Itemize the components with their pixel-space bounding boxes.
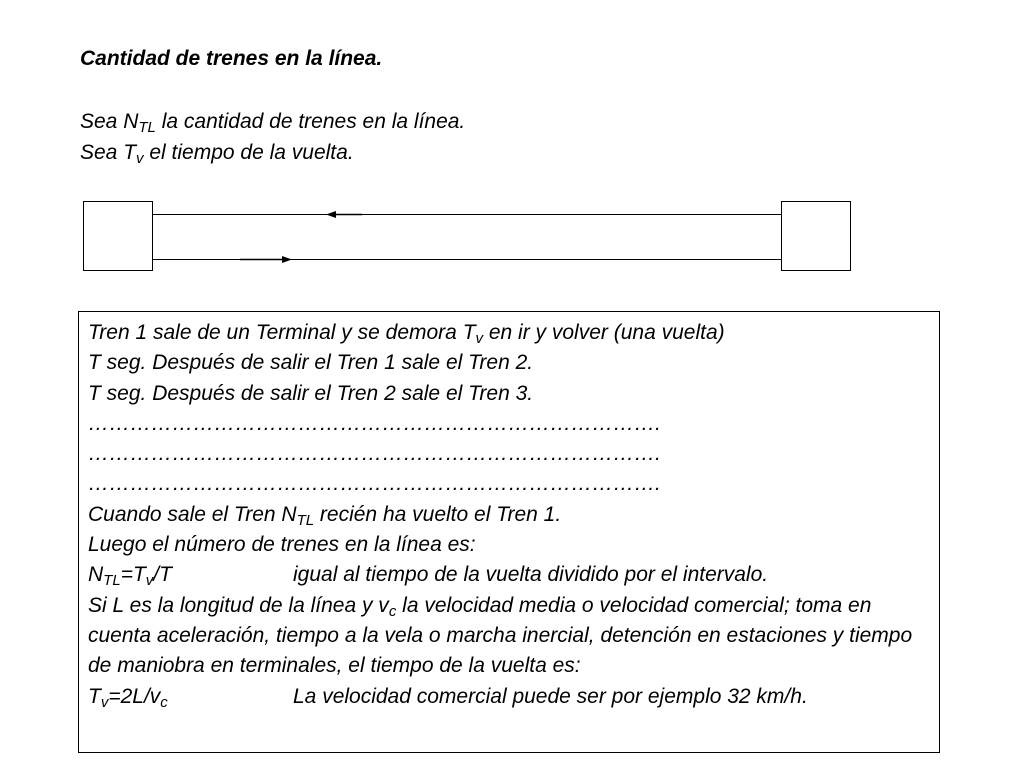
definition-tv: Sea $T_v$ el tiempo de la vuelta. [80,141,354,167]
ellipsis-line: ………………………………………………………………………. [88,442,661,466]
definition-ntl: Sea $N_{TL}$ la cantidad de trenes en la línea. [80,110,466,136]
text-line: Luego el número de trenes en la línea es: [88,533,476,557]
text-line: T seg. Después de salir el Tren 2 sale el Tren 3. [88,381,534,405]
arrow-left [326,211,362,218]
formula-trains: $N_{TL}=T_v/T$ igual al tiempo de la vuelta dividido por el intervalo. [88,563,769,590]
ellipsis-line: ………………………………………………………………………. [88,472,661,496]
intro-definitions [80,106,465,168]
terminal-left [84,202,153,271]
arrow-right [240,256,292,263]
text-line: Tren 1 sale de un Terminal y se demora $T_v$ en ir y volver (una vuelta) [88,321,725,347]
explanation-box [78,311,940,753]
page-title: Cantidad de trenes en la línea. [80,47,383,70]
text-line: Cuando sale el Tren $N_{TL}$ recién ha vuelto el Tren 1. [88,502,562,529]
terminal-right [782,202,851,271]
text-paragraph: Si L es la longitud de la línea y $v_c$ la velocidad media o velocidad comercial; toma en cuenta aceleración, tiempo a la vela o marcha inercial, detención en estaciones y tiempo de maniobra en terminales, el tiempo de la vuelta es: [88,593,913,678]
text-line: T seg. Después de salir el Tren 1 sale el Tren 2. [88,351,534,375]
line-diagram [80,198,855,276]
formula-round-trip: $T_v=2L/v_c$ La velocidad comercial puede ser por ejemplo 32 km/h. [88,684,808,711]
ellipsis-line: ………………………………………………………………………. [88,411,661,435]
